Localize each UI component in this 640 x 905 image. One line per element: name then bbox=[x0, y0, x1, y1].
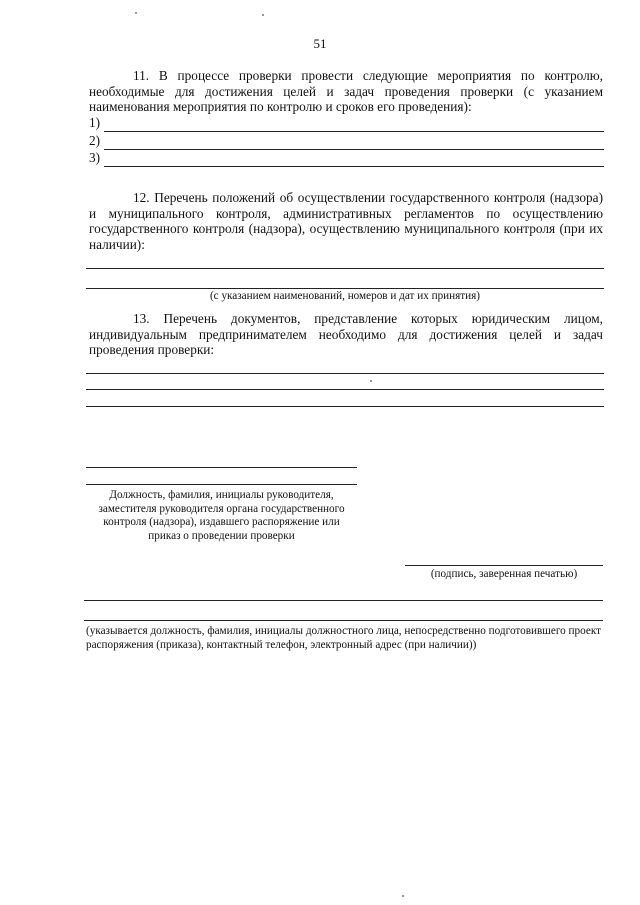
section-12-caption: (с указанием наименований, номеров и дат их принятия) bbox=[209, 290, 481, 302]
head-line-2 bbox=[86, 484, 357, 485]
section-13-text: 13. Перечень документов, представление которых юридическим лицом, индивидуальным предпринимателем необходимо для достижения целей и задач проведения проверки: bbox=[89, 311, 603, 357]
scan-speck bbox=[370, 380, 372, 382]
section-13-line-1 bbox=[86, 373, 604, 374]
official-line-2 bbox=[84, 620, 603, 621]
section-11-item-1: 1) bbox=[89, 115, 101, 130]
section-11-line-1 bbox=[104, 131, 604, 132]
head-caption: Должность, фамилия, инициалы руководителя, заместителя руководителя органа государственного контроля (надзора), издавшего распоряжение или приказ о проведении проверки bbox=[98, 489, 345, 542]
scan-speck bbox=[402, 895, 404, 897]
section-12-text: 12. Перечень положений об осуществлении государственного контроля (надзора) и муниципального контроля, административных регламентов по осуществлению государственного контроля (надзора), осуществлению муниципального контроля (при их наличии): bbox=[89, 190, 603, 252]
official-caption: (указывается должность, фамилия, инициалы должностного лица, непосредственно подготовившего проект распоряжения (приказа), контактный телефон, электронный адрес (при наличии)) bbox=[86, 625, 602, 651]
section-12-line-1 bbox=[86, 268, 604, 269]
scan-speck bbox=[262, 14, 264, 16]
page-number: 51 bbox=[313, 36, 327, 51]
signature-caption: (подпись, заверенная печатью) bbox=[430, 568, 578, 580]
section-11-item-3: 3) bbox=[89, 150, 101, 165]
section-11-item-2: 2) bbox=[89, 133, 101, 148]
official-line-1 bbox=[84, 600, 603, 601]
section-12-line-2 bbox=[86, 288, 604, 289]
signature-line bbox=[405, 565, 603, 566]
section-11-line-3 bbox=[104, 166, 604, 167]
section-11-line-2 bbox=[104, 149, 604, 150]
head-line-1 bbox=[86, 467, 357, 468]
section-11-text: 11. В процессе проверки провести следующие мероприятия по контролю, необходимые для достижения целей и задач проведения проверки (с указанием наименования мероприятия по контролю и сроков его проведения): bbox=[89, 68, 603, 114]
section-13-line-3 bbox=[86, 406, 604, 407]
scan-speck bbox=[135, 12, 137, 14]
section-13-line-2 bbox=[86, 389, 604, 390]
